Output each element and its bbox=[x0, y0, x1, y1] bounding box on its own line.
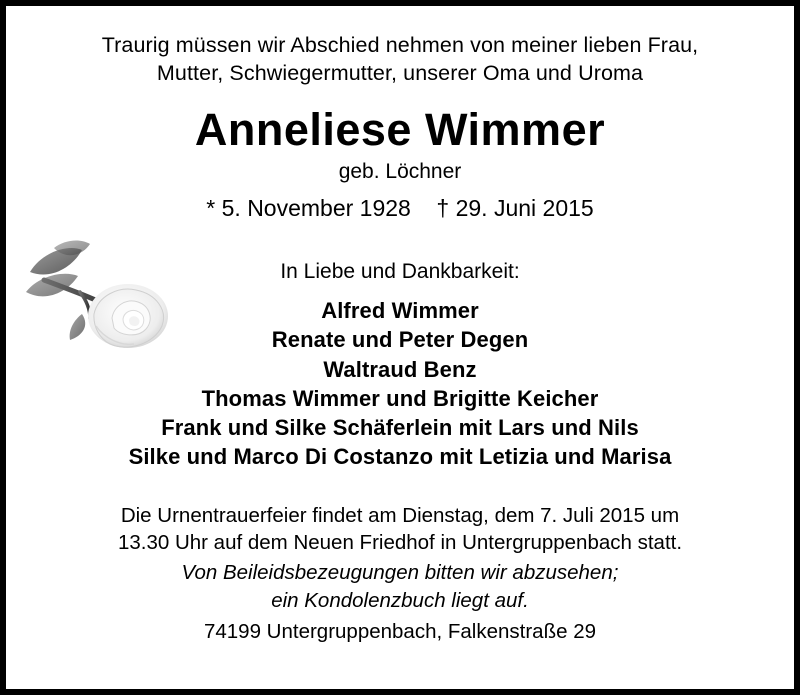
family-member: Silke und Marco Di Costanzo mit Letizia und Marisa bbox=[128, 444, 672, 470]
family-member: Waltraud Benz bbox=[323, 356, 477, 382]
ceremony-line: 13.30 Uhr auf dem Neuen Friedhof in Untergruppenbach statt. bbox=[117, 531, 683, 555]
intro-text bbox=[32, 32, 768, 88]
condolence-note-line: ein Kondolenzbuch liegt auf. bbox=[271, 589, 529, 613]
dedication-text: In Liebe und Dankbarkeit: bbox=[280, 259, 520, 283]
family-member: Renate und Peter Degen bbox=[271, 327, 529, 353]
deceased-name: Anneliese Wimmer bbox=[194, 103, 606, 155]
family-member: Frank und Silke Schäferlein mit Lars und Nils bbox=[161, 415, 639, 441]
maiden-name: geb. Löchner bbox=[338, 160, 462, 184]
birth-death-dates: * 5. November 1928 † 29. Juni 2015 bbox=[206, 195, 594, 222]
family-list bbox=[32, 296, 768, 472]
ceremony-line: Die Urnentrauerfeier findet am Dienstag, dem 7. Juli 2015 um bbox=[120, 503, 680, 527]
family-member: Thomas Wimmer und Brigitte Keicher bbox=[201, 385, 599, 411]
condolence-note bbox=[32, 559, 768, 615]
ceremony-details bbox=[32, 502, 768, 558]
condolence-note-line: Von Beileidsbezeugungen bitten wir abzusehen; bbox=[181, 561, 619, 585]
address-line: 74199 Untergruppenbach, Falkenstraße 29 bbox=[203, 620, 597, 644]
obituary-content bbox=[6, 6, 794, 689]
family-member: Alfred Wimmer bbox=[321, 298, 479, 324]
intro-line: Mutter, Schwiegermutter, unserer Oma und Uroma bbox=[156, 60, 644, 85]
intro-line: Traurig müssen wir Abschied nehmen von meiner lieben Frau, bbox=[101, 33, 699, 57]
